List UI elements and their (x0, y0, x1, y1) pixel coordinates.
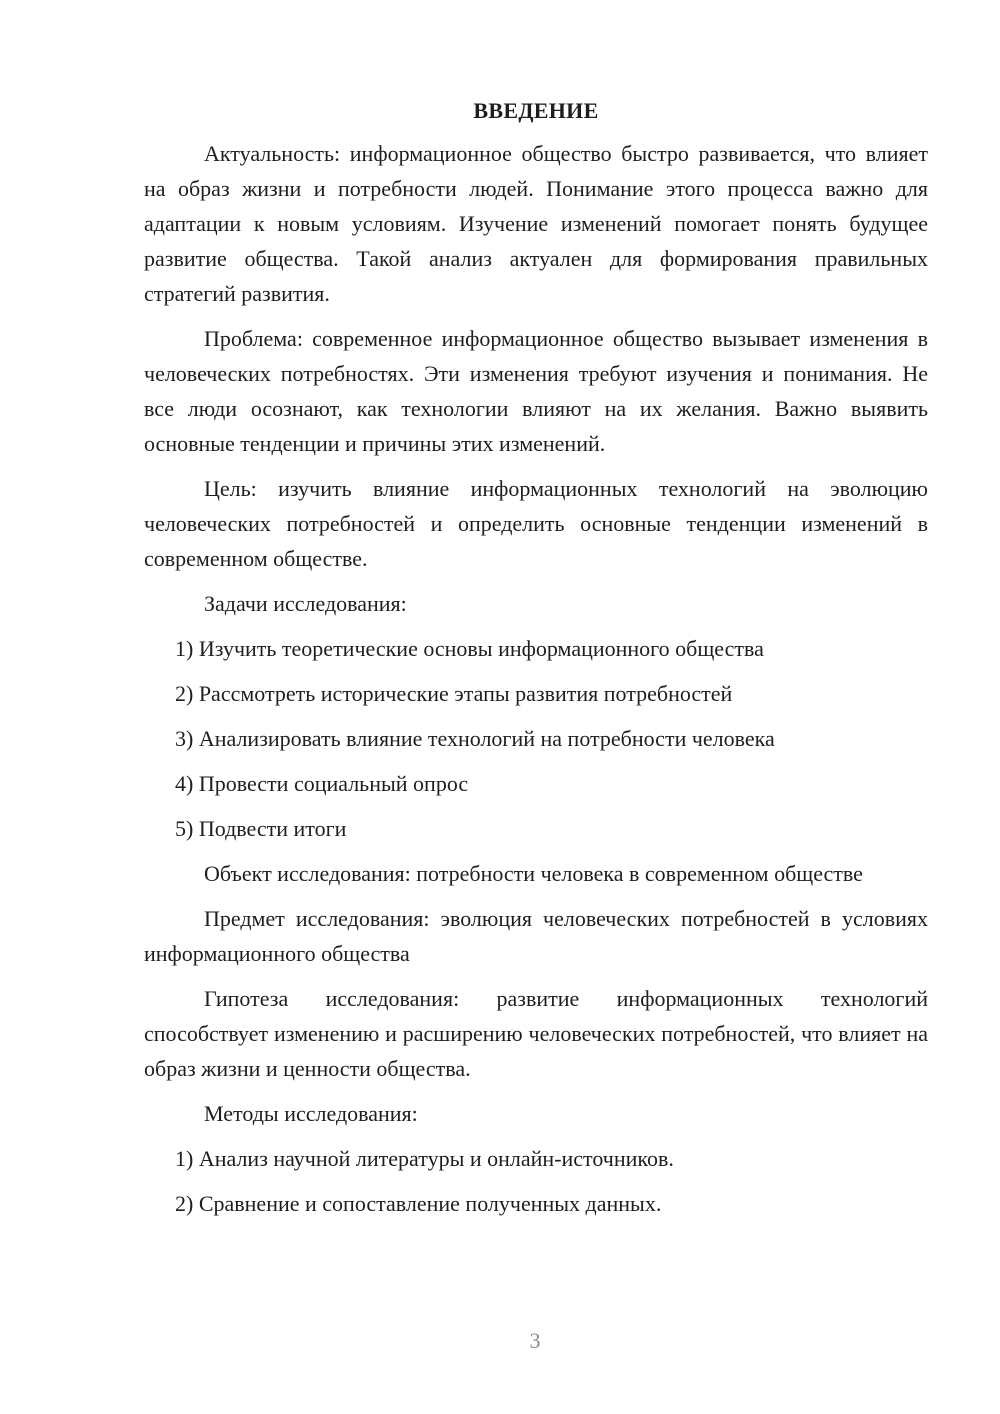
methods-list (144, 1141, 928, 1221)
page-number: 3 (529, 1328, 541, 1353)
object-paragraph: Объект исследования: потребности человека в современном обществе (204, 861, 863, 886)
list-item: 2) Сравнение и сопоставление полученных данных. (175, 1191, 662, 1216)
list-item: 4) Провести социальный опрос (175, 771, 469, 796)
list-item: 1) Изучить теоретические основы информационного общества (175, 636, 764, 661)
list-item: 3) Анализировать влияние технологий на потребности человека (175, 726, 775, 751)
document-page (144, 88, 928, 1231)
tasks-list (144, 631, 928, 846)
list-item: 2) Рассмотреть исторические этапы развития потребностей (175, 681, 733, 706)
list-item: 5) Подвести итоги (175, 816, 347, 841)
tasks-heading: Задачи исследования: (204, 591, 407, 616)
page-title: ВВЕДЕНИЕ (473, 98, 599, 123)
problem-paragraph: Проблема: современное информационное общество вызывает изменения в человеческих потребностях. Эти изменения требуют изучения и понимания. Не все люди осознают, как технологии влияют на их желания. Важно выявить основные тенденции и причины этих изменений. (144, 326, 928, 456)
relevance-paragraph: Актуальность: информационное общество быстро развивается, что влияет на образ жизни и потребности людей. Понимание этого процесса важно для адаптации к новым условиям. Изучение изменений помогает понять будущее развитие общества. Такой анализ актуален для формирования правильных стратегий развития. (144, 141, 928, 306)
list-item: 1) Анализ научной литературы и онлайн-источников. (175, 1146, 674, 1171)
hypothesis-paragraph: Гипотеза исследования: развитие информационных технологий способствует изменению и расширению человеческих потребностей, что влияет на образ жизни и ценности общества. (144, 986, 928, 1081)
subject-paragraph: Предмет исследования: эволюция человеческих потребностей в условиях информационного общества (144, 906, 928, 966)
goal-paragraph: Цель: изучить влияние информационных технологий на эволюцию человеческих потребностей и определить основные тенденции изменений в современном обществе. (144, 476, 928, 571)
methods-heading: Методы исследования: (204, 1101, 418, 1126)
